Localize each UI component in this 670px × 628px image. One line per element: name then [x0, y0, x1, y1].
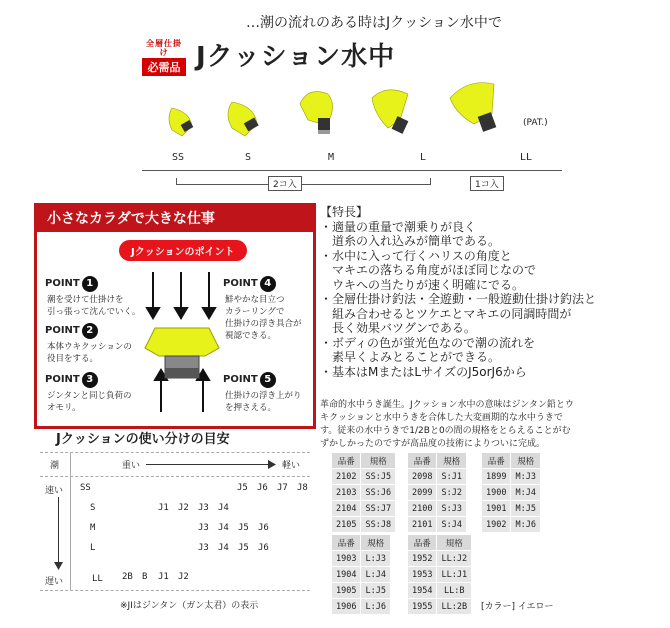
- point-1-title: POINT 1: [45, 276, 98, 292]
- tide-label: 潮: [50, 461, 60, 471]
- product-table-ss: [331, 452, 396, 533]
- speed-arrow-line: [58, 497, 59, 563]
- table-row: 2102 SS:J5: [332, 469, 396, 485]
- usage-size-l: L: [90, 543, 96, 553]
- product-table-s: [407, 452, 467, 533]
- product-table-l: [331, 534, 391, 615]
- features-heading: 【特長】: [320, 205, 369, 219]
- usage-value: B: [142, 572, 148, 582]
- feature-line: ・基本はMまたはLサイズのJ5orJ6から: [320, 364, 527, 379]
- table-row: 1904 L:J4: [332, 567, 391, 583]
- feature-line: 素早くよみとることができる。: [320, 350, 501, 364]
- point-3-desc: ジンタンと同じ負荷の オモリ。: [47, 391, 132, 413]
- bracket-2pack-left: [176, 178, 177, 185]
- table-row: 2099 S:J2: [408, 485, 467, 501]
- feature-line: 長く効果バツグンである。: [320, 321, 476, 335]
- usage-col-divider: [70, 452, 71, 590]
- usage-value: J4: [218, 503, 229, 513]
- col-header-spec: 規格: [361, 453, 396, 469]
- feature-line: ・全層仕掛け釣法・全遊動・一般遊動仕掛け釣法と: [320, 292, 597, 306]
- patent-label: (PAT.): [523, 118, 548, 128]
- col-header-spec: 規格: [437, 453, 466, 469]
- usage-value: J4: [218, 543, 229, 553]
- product-title: Jクッション水中: [196, 42, 396, 72]
- intro-line: す。従来の水中うきで1/2Bと0の間の規格をとらえることがむ: [320, 426, 571, 436]
- usage-value: J6: [258, 523, 269, 533]
- usage-rule-bottom: [40, 590, 310, 591]
- feature-line: ・水中に入って行くハリスの角度と: [320, 248, 512, 263]
- table-row: 1902 M:J6: [482, 517, 541, 533]
- float-s-image: [228, 102, 259, 136]
- usage-value: J2: [178, 572, 189, 582]
- product-table-m: [481, 452, 541, 533]
- point-3-title: POINT 3: [45, 372, 98, 388]
- pack-1-label: 1コ入: [470, 176, 504, 191]
- table-row: 2100 S:J3: [408, 501, 467, 517]
- usage-size-ss: SS: [80, 483, 91, 493]
- points-box: [34, 203, 316, 429]
- usage-value: J3: [198, 503, 209, 513]
- usage-value: J1: [158, 503, 169, 513]
- float-ss-image: [169, 108, 193, 136]
- float-m-image: [300, 92, 333, 134]
- table-row: 1905 L:J5: [332, 583, 391, 599]
- intro-line: ずかしかったのですが高品度の技術によりついに完成。: [320, 439, 546, 449]
- usage-value: J2: [178, 503, 189, 513]
- pack-2-label: 2コ入: [268, 176, 302, 191]
- col-header-code: 品番: [332, 453, 361, 469]
- col-header-spec: 規格: [361, 535, 390, 551]
- size-label-ss: SS: [172, 152, 185, 163]
- weight-arrow-head-icon: [268, 460, 276, 469]
- usage-footnote: ※JIはジンタン（ガン太君）の表示: [120, 601, 259, 611]
- point-2-title: POINT 2: [45, 323, 98, 339]
- tagline: …潮の流れのある時はJクッション水中で: [246, 15, 502, 31]
- usage-value: J4: [218, 523, 229, 533]
- col-header-code: 品番: [408, 453, 437, 469]
- usage-value: J3: [198, 523, 209, 533]
- usage-rule-mid: [40, 476, 310, 477]
- points-box-heading: 小さなカラダで大きな仕事: [37, 206, 313, 232]
- col-header-spec: 規格: [437, 535, 472, 551]
- usage-size-s: S: [90, 503, 96, 513]
- usage-value: J8: [297, 483, 308, 493]
- product-floats: [140, 80, 530, 148]
- col-header-code: 品番: [482, 453, 511, 469]
- fast-label: 速い: [45, 486, 64, 496]
- point-2-desc: 本体ウキクッションの 役目をする。: [47, 342, 132, 364]
- table-row: 1954 LL:B: [408, 583, 472, 599]
- feature-line: ウキへの当たりが速く明確にでる。: [320, 277, 525, 292]
- features-block: [320, 205, 660, 379]
- table-row: 1953 LL:J1: [408, 567, 472, 583]
- intro-block: [320, 399, 665, 451]
- feature-line: マキエの落ちる角度がほぼ同じなので: [320, 263, 537, 277]
- table-row: 1955 LL:2B: [408, 599, 472, 615]
- bracket-2pack: [176, 184, 431, 185]
- usage-value: J5: [237, 483, 248, 493]
- point-4-desc: 鮮やかな目立つ カラーリングで 仕掛けの浮き具合が 視認できる。: [225, 295, 302, 341]
- divider: [142, 170, 562, 171]
- points-pill: Jクッションのポイント: [119, 240, 247, 261]
- badge-top-text: 全層仕掛け: [146, 39, 182, 57]
- col-header-spec: 規格: [511, 453, 540, 469]
- feature-line: 道糸の入れ込みが簡単である。: [320, 234, 501, 248]
- color-note: [カラー] イエロー: [481, 602, 554, 612]
- usage-size-ll: LL: [92, 574, 103, 584]
- feature-line: ・適量の重量で潮乗りが良く: [320, 219, 477, 234]
- usage-value: J6: [257, 483, 268, 493]
- float-l-image: [372, 90, 408, 134]
- badge-main-text: 必需品: [142, 58, 186, 76]
- usage-size-m: M: [90, 523, 96, 533]
- usage-value: J3: [198, 543, 209, 553]
- table-row: 2101 S:J4: [408, 517, 467, 533]
- speed-arrow-head-icon: [54, 562, 63, 570]
- feature-line: ・ボディの色が蛍光色なので潮の流れを: [320, 335, 536, 350]
- point-5-desc: 仕掛けの浮き上がり を押さえる。: [225, 391, 302, 413]
- weight-arrow-line: [146, 464, 270, 465]
- table-row: 2098 S:J1: [408, 469, 467, 485]
- usage-value: J5: [238, 523, 249, 533]
- usage-rule-top: [40, 452, 310, 453]
- must-have-badge: [142, 39, 186, 76]
- size-label-ll: LL: [520, 152, 533, 163]
- product-table-ll: [407, 534, 472, 615]
- float-diagram: [133, 272, 233, 422]
- light-label: 軽い: [282, 461, 301, 471]
- usage-value: 2B: [122, 572, 133, 582]
- point-5-title: POINT 5: [223, 372, 276, 388]
- usage-title: Jクッションの使い分けの目安: [56, 432, 230, 447]
- table-row: 1901 M:J5: [482, 501, 541, 517]
- intro-line: 革命的水中うき誕生。Jクッション水中の意味はジンタン鉛とウ: [320, 400, 574, 410]
- size-label-m: M: [328, 152, 335, 163]
- col-header-code: 品番: [408, 535, 437, 551]
- usage-value: J1: [158, 572, 169, 582]
- table-row: 2103 SS:J6: [332, 485, 396, 501]
- heavy-label: 重い: [122, 461, 141, 471]
- point-4-title: POINT 4: [223, 276, 276, 292]
- bracket-2pack-right: [430, 178, 431, 185]
- table-row: 1903 L:J3: [332, 551, 391, 567]
- size-label-l: L: [420, 152, 427, 163]
- point-1-desc: 潮を受けて仕掛けを 引っ張って沈んでいく。: [47, 295, 141, 317]
- table-row: 2104 SS:J7: [332, 501, 396, 517]
- usage-value: J6: [258, 543, 269, 553]
- float-ll-image: [450, 83, 496, 132]
- size-label-s: S: [245, 152, 252, 163]
- usage-value: J5: [238, 543, 249, 553]
- table-row: 1952 LL:J2: [408, 551, 472, 567]
- feature-line: 組み合わせるとツケエとマキエの同調時間が: [320, 306, 572, 321]
- intro-line: キクッションと水中うきを合体した大変画期的な水中うきで: [320, 413, 563, 423]
- usage-value: J7: [277, 483, 288, 493]
- slow-label: 遅い: [45, 577, 64, 587]
- table-row: 2105 SS:J8: [332, 517, 396, 533]
- table-row: 1906 L:J6: [332, 599, 391, 615]
- table-row: 1899 M:J3: [482, 469, 541, 485]
- col-header-code: 品番: [332, 535, 361, 551]
- table-row: 1900 M:J4: [482, 485, 541, 501]
